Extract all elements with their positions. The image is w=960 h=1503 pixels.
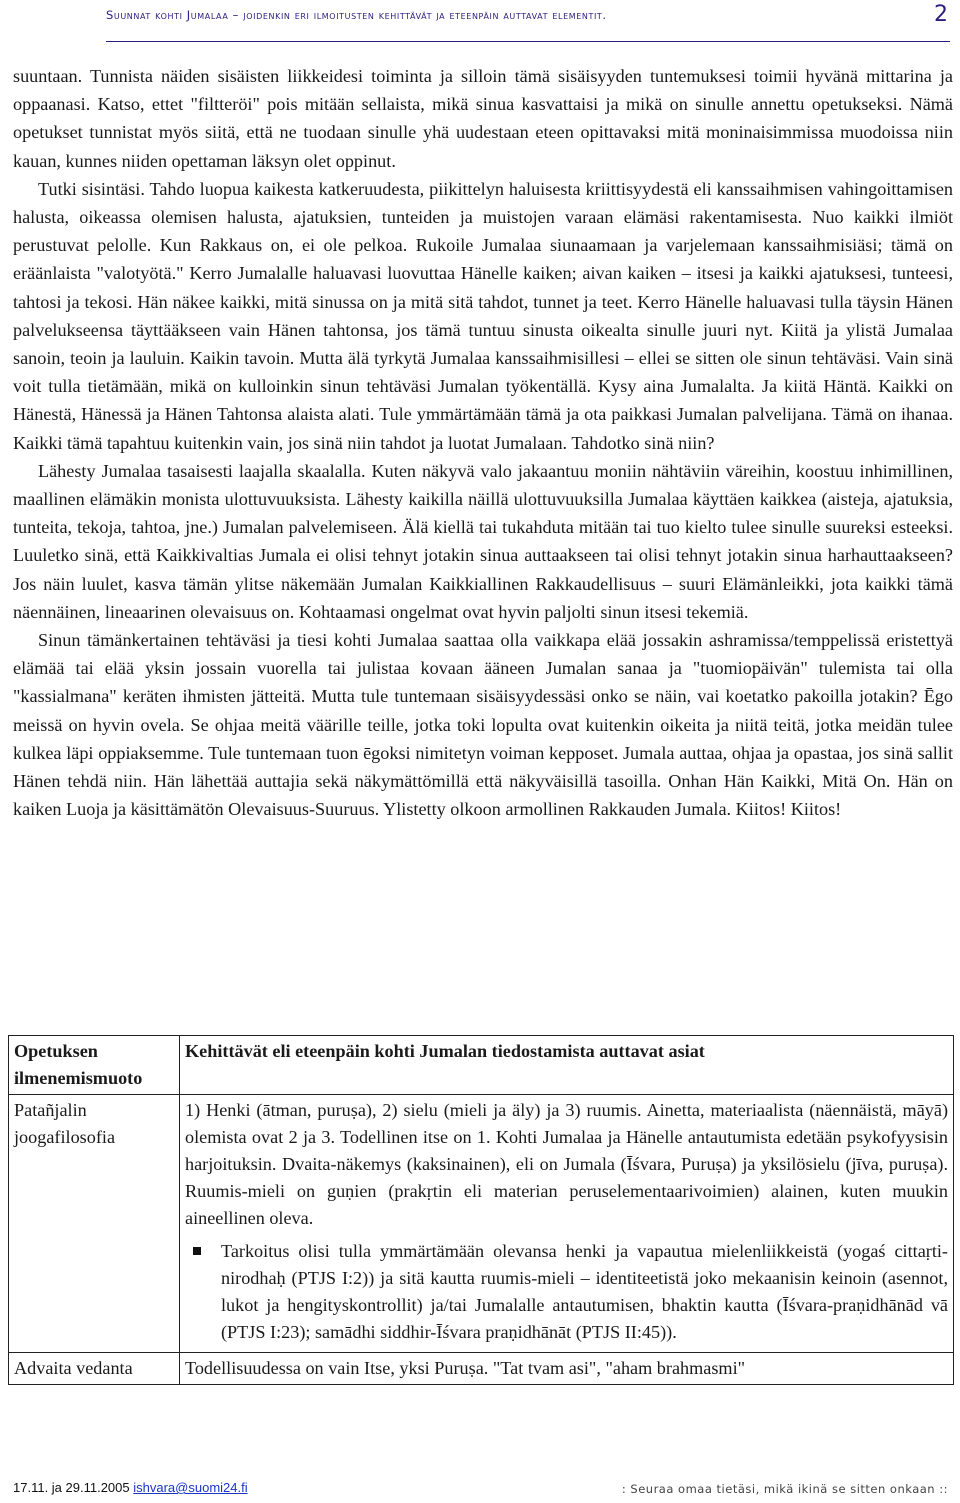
column-header-form: Opetuksen ilmenemismuoto (9, 1036, 180, 1095)
table-row (9, 1353, 954, 1385)
footer-motto: : Seuraa omaa tietäsi, mikä ikinä se sitten onkaan :: (621, 1482, 948, 1496)
paragraph: Tutki sisintäsi. Tahdo luopua kaikesta katkeruudesta, piikittelyn haluisesta kriittisyydestä eli kanssaihmisen vahingoittamisen halusta, oikeassa olemisen halusta, ajatuksien, tunteiden ja muistojen varaan elämäsi rakentamisesta. Nuo kaikki ilmiöt perustuvat pelolle. Kun Rakkaus on, ei ole pelkoa. Rukoile Jumalaa siunaamaan ja varjelemaan kanssaihmisiäsi; tämä on eräänlaista "valotyötä." Kerro Jumalalle haluavasi luovuttaa Hänelle kaiken; aivan kaiken – itsesi ja kaikki ajatuksesi, tunteesi, tahtosi ja tekosi. Hän näkee kaikki, mitä sinussa on ja mitä sitä tahdot, tunnet ja teet. Kerro Hänelle haluavasi tulla täysin Hänen palvelukseensa täyttääkseen vain Hänen tahtonsa, jos tämä tuntuu sinusta oikealta sinulle juuri nyt. Kiitä ja ylistä Jumalaa sanoin, teoin ja lauluin. Kaikin tavoin. Mutta älä tyrkytä Jumalaa kanssaihmisillesi – ellei se sitten ole sinun tehtäväsi. Vain sinä voit tulla tietämään, mikä on kulloinkin sinun tehtäväsi Jumalan työkentällä. Kysy aina Jumalalta. Ja kiitä Häntä. Kaikki on Hänestä, Hänessä ja Hänen Tahtonsa alaista alati. Tule ymmärtämään tämä ja ota paikkasi Jumalan palvelijana. Tämä on ihanaa. Kaikki tämä tapahtuu kuitenkin vain, jos sinä niin tahdot ja luotat Jumalaan. Tahdotko sinä niin? (13, 178, 953, 453)
row-content (180, 1095, 954, 1353)
footer-left (13, 1480, 248, 1495)
table-row (9, 1095, 954, 1353)
column-header-aspects: Kehittävät eli eteenpäin kohti Jumalan tiedostamista auttavat asiat (180, 1036, 954, 1095)
header-title: Suunnat kohti Jumalaa – joidenkin eri ilmoitusten kehittävät ja eteenpäin auttavat elementit. (106, 8, 607, 22)
page-number: 2 (934, 2, 948, 27)
row-content: Todellisuudessa on vain Itse, yksi Puruṣa. "Tat tvam asi", "aham brahmasmi" (180, 1353, 954, 1385)
row-label: Advaita vedanta (9, 1353, 180, 1385)
paragraph: suuntaan. Tunnista näiden sisäisten liikkeidesi toiminta ja silloin tämä sisäisyyden tuntemuksesi toimii hyvänä mittarina ja oppaanasi. Katso, ettet "filtteröi" pois mitään sellaista, mikä sinua kasvattaisi ja mikä on sinulle annettu opetukseksi. Nämä opetukset tunnistat myös siitä, että ne tuodaan sinulle yhä uudestaan eteen opittavaksi mitä moninaisimmissa muodoissa niin kauan, kunnes niiden opettaman läksyn olet oppinut. (13, 66, 953, 171)
paragraph: Lähesty Jumalaa tasaisesti laajalla skaalalla. Kuten näkyvä valo jakaantuu moniin nähtäviin väreihin, koostuu inhimillinen, maallinen elämäkin monista ulottuvuuksista. Lähesty kaikilla näillä ulottuvuuksilla Jumalaa käyttäen kaikkea (aisteja, ajatuksia, tunteita, tekoja, tahtoa, jne.) Jumalan palvelemiseen. Älä kiellä tai tukahduta mitään tai tuo kielto tulee sinulle suureksi esteeksi. Luuletko sinä, että Kaikkivaltias Jumala ei olisi tehnyt jotakin sinua auttaakseen tai olisi tehnyt jotakin sinua harhauttaakseen? Jos näin luulet, kasva tämän ylitse näkemään Jumalan Kaikkiallinen Rakkaudellisuus – suuri Elämänleikki, jota kaikki tämä näennäinen, lineaarinen olevaisuus on. Kohtaamasi ongelmat ovat hyvin paljolti sinun itsesi tekemiä. (13, 460, 953, 622)
row-label: Patañjalin joogafilosofia (9, 1095, 180, 1353)
header-rule (106, 41, 950, 42)
teachings-table (8, 1035, 954, 1385)
footer-date: 17.11. ja 29.11.2005 (13, 1480, 130, 1495)
page-header (106, 2, 950, 42)
paragraph: Sinun tämänkertainen tehtäväsi ja tiesi kohti Jumalaa saattaa olla vaikkapa elää jossakin ashramissa/temppelissä eristettyä elämää tai elää yksin jossain vuorella tai julistaa kovaan ääneen Jumalan sanaa ja "tuomiopäivän" tulemista tai olla "kassialmana" keräten ihmisten jätteitä. Mutta tule tuntemaan sisäisyydessäsi onko se näin, vai koetatko pakoilla jotakin? Ēgo meissä on hyvin ovela. Se ohjaa meitä väärille teille, jotka toki lopulta ovat kuitenkin oikeita ja niitä teitä, jotka meidän tulee kulkea läpi oppiaksemme. Tule tuntemaan tuon ēgoksi nimitetyn voiman kepposet. Jumala auttaa, ohjaa ja opastaa, jos sinä sallit Hänen tehdä niin. Hän lähettää auttajia sekä näkymättömillä että näkyväisillä tasoilla. Onhan Hän Kaikki, Mitä On. Hän on kaiken Luoja ja käsittämätön Olevaisuus-Suuruus. Ylistetty olkoon armollinen Rakkauden Jumala. Kiitos! Kiitos! (13, 630, 953, 820)
table-header-row (9, 1036, 954, 1095)
page-footer (13, 1480, 948, 1500)
row-text: 1) Henki (ātman, puruṣa), 2) sielu (mieli ja äly) ja 3) ruumis. Ainetta, materiaalista (näennäistä, māyā) olemista ovat 2 ja 3. Todellinen itse on 1. Kohti Jumalaa ja Hänelle antautumista edetään psykofyysisin harjoituksin. Dvaita-näkemys (kaksinainen), eli on Jumala (Īśvara, Puruṣa) ja yksilösielu (jīva, puruṣa). Ruumis-mieli on guṇien (prakṛtin eli materian peruselementaarivoimien) alainen, kuten muukin aineellinen oleva. (185, 1100, 948, 1228)
bullet-item (221, 1238, 948, 1346)
bullet-list (185, 1238, 948, 1346)
square-bullet-icon (193, 1247, 201, 1255)
body-text (13, 62, 953, 823)
email-link[interactable]: ishvara@suomi24.fi (133, 1480, 248, 1495)
bullet-text: Tarkoitus olisi tulla ymmärtämään olevansa henki ja vapautua mielenliikkeistä (yogaś cittaṛti-nirodhaḥ (PTJS I:2)) ja sitä kautta ruumis-mieli – identiteetistä joko mekaanisin keinoin (asennot, lukot ja hengityskontrollit) ja/tai Jumalalle antautumisen, bhaktin kautta (Īśvara-praṇidhānād vā (PTJS I:23); samādhi siddhir-Īśvara praṇidhānāt (PTJS II:45)). (221, 1241, 948, 1342)
